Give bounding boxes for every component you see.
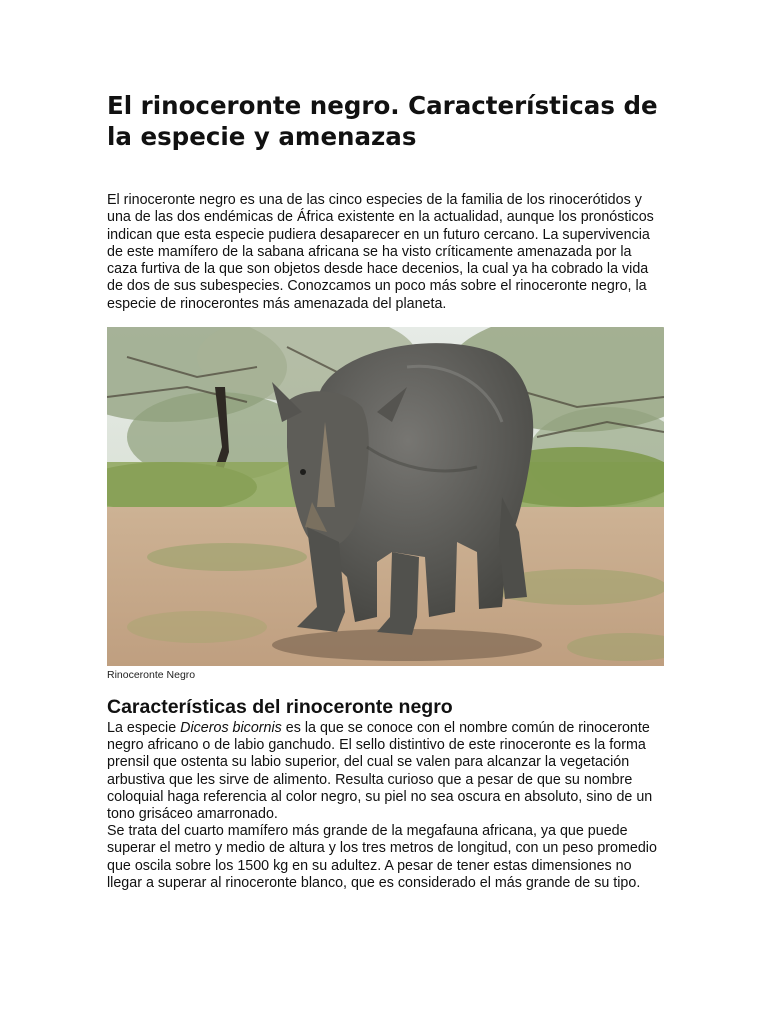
rhino-photo-illustration (107, 327, 664, 666)
paragraph-species (107, 720, 665, 823)
image-caption: Rinoceronte Negro (107, 669, 196, 681)
article-title: El rinoceronte negro. Características de la especie y amenazas (107, 91, 658, 151)
paragraph1-rest: es la que se conoce con el nombre común de rinoceronte negro africano o de labio ganchudo. El sello distintivo de este rinoceronte es la forma prensil que ostenta su labio superior, del cual se valen para alcanzar la vegetación arbustiva que les sirve de alimento. Resulta curioso que a pesar de que su nombre coloquial haga referencia al color negro, su piel no sea oscura en absoluto, sino de un tono grisáceo amarronado. (107, 720, 653, 823)
section-body (107, 720, 665, 892)
section-heading: Características del rinoceronte negro (107, 696, 453, 718)
paragraph1-lead: La especie (107, 720, 181, 736)
rhino-photo (107, 327, 664, 666)
species-name: Diceros bicornis (180, 720, 282, 736)
paragraph-size: Se trata del cuarto mamífero más grande de la megafauna africana, ya que puede superar el metro y medio de altura y los tres metros de longitud, con un peso promedio que oscila sobre los 1500 kg en su adultez. A pesar de tener estas dimensiones no llegar a superar al rinoceronte blanco, que es considerado el más grande de su tipo. (107, 823, 657, 891)
intro-paragraph: El rinoceronte negro es una de las cinco especies de la familia de los rinocerótidos y una de las dos endémicas de África existente en la actualidad, aunque los pronósticos indican que esta especie pudiera desaparecer en un futuro cercano. La supervivencia de este mamífero de la sabana africana se ha visto críticamente amenazada por la caza furtiva de la que son objetos desde hace decenios, la cual ya ha cobrado la vida de dos de sus subespecies. Conozcamos un poco más sobre el rinoceronte negro, la especie de rinocerontes más amenazada del planeta. (107, 192, 654, 312)
